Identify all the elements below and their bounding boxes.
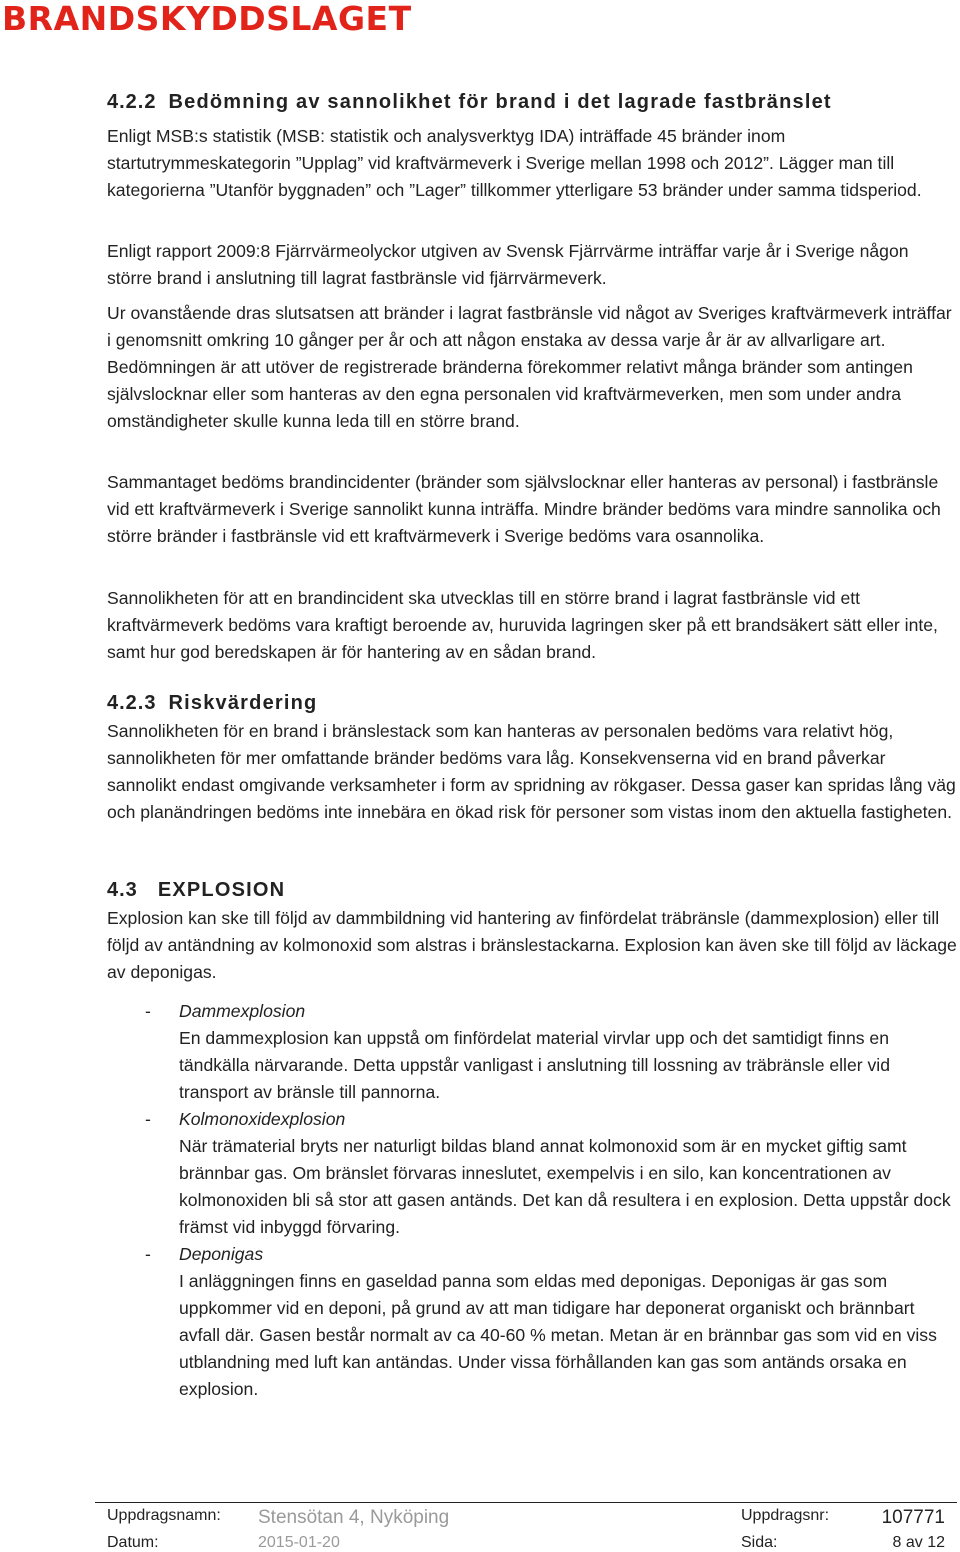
- paragraph: Sannolikheten för en brand i bränslestack som kan hanteras av personalen bedöms vara relativt hög, sannolikheten för mer omfattande bränder bedöms vara låg. Konsekvenserna vid en brand påverkar sannolikt endast omgivande verksamheter i form av spridning av rökgaser. Dessa gaser kan spridas lång väg och planändringen bedöms inte innebära en ökad risk för personer som vistas inom den aktuella fastigheten.: [107, 721, 956, 822]
- footer-uppdragsnamn-value: Stensötan 4, Nyköping: [258, 1507, 450, 1528]
- footer-uppdragsnamn-label: Uppdragsnamn:: [107, 1507, 221, 1524]
- paragraph: Sammantaget bedöms brandincidenter (bränder som självslocknar eller hanteras av personal) i fastbränsle vid ett kraftvärmeverk i Sverige sannolikt kunna inträffa. Mindre bränder bedöms vara mindre sannolika och större bränder i fastbränsle vid ett kraftvärmeverk i Sverige bedöms vara osannolika.: [107, 472, 941, 546]
- paragraph: Explosion kan ske till följd av dammbildning vid hantering av finfördelat träbränsle (dammexplosion) eller till följd av antändning av kolmonoxid som alstras i bränslestackarna. Explosion kan även ske till följd av läckage av deponigas.: [107, 908, 957, 982]
- section-title: Bedömning av sannolikhet för brand i det lagrade fastbränslet: [168, 91, 832, 113]
- section-heading-4-2-3: [107, 690, 317, 716]
- footer-uppdragsnr-value: 107771: [881, 1507, 945, 1528]
- footer-divider: [95, 1502, 957, 1503]
- paragraph: Enligt rapport 2009:8 Fjärrvärmeolyckor utgiven av Svensk Fjärrvärme inträffar varje år i Sverige någon större brand i anslutning till lagrat fastbränsle vid fjärrvärmeverk.: [107, 241, 909, 288]
- paragraph: Sannolikheten för att en brandincident ska utvecklas till en större brand i lagrat fastbränsle vid ett kraftvärmeverk bedöms vara kraftigt beroende av, huruvida lagringen sker på ett brandsäkert sätt eller inte, samt hur god beredskapen är för hantering av en sådan brand.: [107, 588, 938, 662]
- section-heading-4-3: [107, 877, 285, 903]
- footer-sida-value: 8 av 12: [892, 1534, 945, 1551]
- footer-datum-label: Datum:: [107, 1534, 159, 1551]
- company-logo: BRANDSKYDDSLAGET: [2, 0, 412, 38]
- section-number: 4.2.3: [107, 692, 157, 714]
- paragraph: Enligt MSB:s statistik (MSB: statistik och analysverktyg IDA) inträffade 45 bränder inom startutrymmeskategorin ”Upplag” vid kraftvärmeverk i Sverige mellan 1998 och 2012”. Lägger man till kategorierna ”Utanför byggnaden” och ”Lager” tillkommer ytterligare 53 bränder under samma tidsperiod.: [107, 126, 922, 200]
- list-item-title: Dammexplosion: [179, 1001, 306, 1021]
- list-marker: -: [145, 1109, 151, 1129]
- list-item: [107, 1241, 957, 1403]
- list-item: [107, 1106, 957, 1241]
- list-marker: -: [145, 1001, 151, 1021]
- footer-sida-label: Sida:: [741, 1534, 778, 1551]
- list-item-body: I anläggningen finns en gaseldad panna som eldas med deponigas. Deponigas är gas som uppkommer vid en deponi, på grund av att man tidigare har deponerat organiskt och brännbart avfall där. Gasen består normalt av ca 40-60 % metan. Metan är en brännbar gas som vid en viss utblandning med luft kan antändas. Under vissa förhållanden kan gas som antänds orsaka en explosion.: [179, 1271, 937, 1399]
- list-item: [107, 998, 957, 1106]
- list-marker: -: [145, 1244, 151, 1264]
- section-title: Riskvärdering: [168, 692, 318, 714]
- paragraph: Ur ovanstående dras slutsatsen att bränder i lagrat fastbränsle vid något av Sveriges kraftvärmeverk inträffar i genomsnitt omkring 10 gånger per år och att någon enstaka av dessa varje år är av allvarligare art. Bedömningen är att utöver de registrerade bränderna förekommer relativt många bränder som antingen självslocknar eller som hanteras av den egna personalen vid kraftvärmeverken, men som under andra omständigheter skulle kunna leda till en större brand.: [107, 303, 952, 431]
- footer-datum-value: 2015-01-20: [258, 1534, 340, 1551]
- section-number: 4.3: [107, 879, 138, 901]
- list-item-body: När trämaterial bryts ner naturligt bildas bland annat kolmonoxid som är en mycket giftig samt brännbar gas. Om bränslet förvaras inneslutet, exempelvis i en silo, kan koncentrationen av kolmonoxiden bli så stor att gasen antänds. Det kan då resultera i en explosion. Detta uppstår dock främst vid inbyggd förvaring.: [179, 1136, 951, 1237]
- section-number: 4.2.2: [107, 91, 157, 113]
- section-heading-4-2-2: [107, 89, 832, 115]
- section-title: EXPLOSION: [157, 879, 286, 901]
- list-item-body: En dammexplosion kan uppstå om finfördelat material virvlar upp och det samtidigt finns en tändkälla närvarande. Detta uppstår vanligast i anslutning till lossning av träbränsle eller vid transport av bränsle till pannorna.: [179, 1028, 890, 1102]
- footer-uppdragsnr-label: Uppdragsnr:: [741, 1507, 830, 1524]
- explosion-type-list: [107, 998, 957, 1403]
- list-item-title: Kolmonoxidexplosion: [179, 1109, 346, 1129]
- list-item-title: Deponigas: [179, 1244, 264, 1264]
